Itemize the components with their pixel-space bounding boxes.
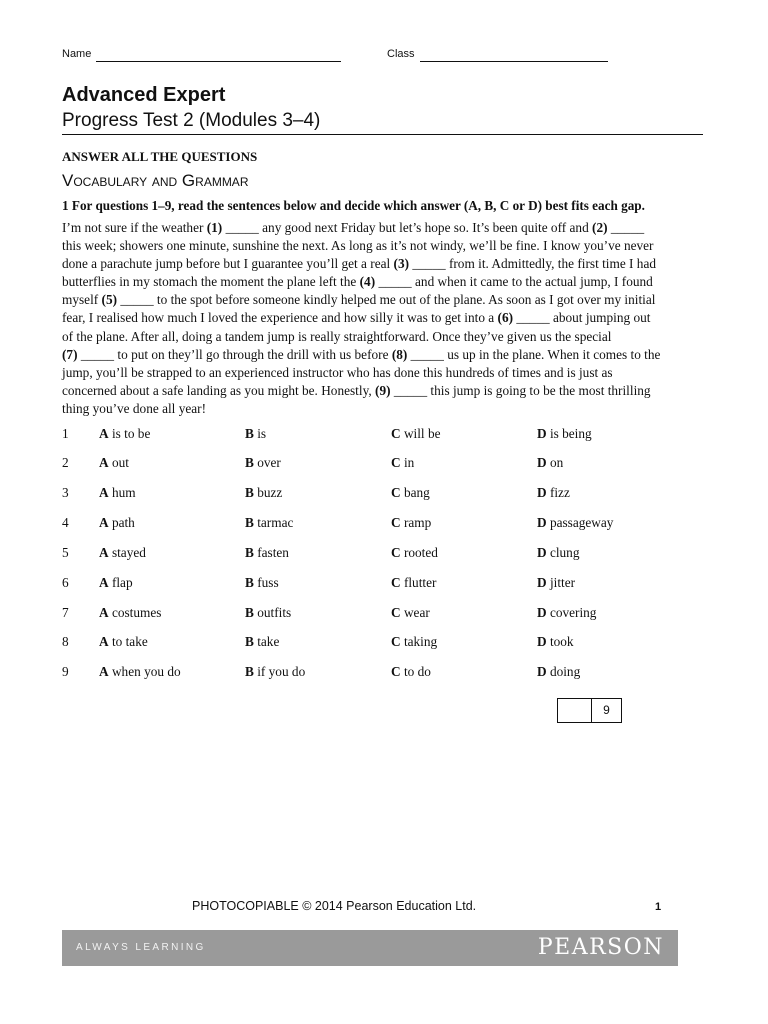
passage-text: thing you’ve done all year! [62,400,206,416]
option-letter: D [537,515,547,530]
passage-text: _____ this jump is going to be the most thrilling [390,382,651,398]
test-title: Progress Test 2 (Modules 3–4) [62,110,321,131]
option-letter: B [245,455,254,470]
option-a [99,575,133,591]
option-letter: B [245,664,254,679]
option-letter: C [391,575,401,590]
option-text: to do [403,664,431,679]
option-a [99,426,150,442]
passage-text: myself [62,292,102,308]
passage-line [62,346,712,364]
option-text: passageway [549,515,614,530]
option-letter: C [391,455,401,470]
option-a [99,455,129,471]
option-c [391,485,430,501]
student-info-row [62,48,622,66]
option-c [391,426,441,442]
option-text: costumes [111,605,162,620]
passage-line [62,400,712,418]
option-text: flap [111,575,133,590]
question-row [62,664,702,684]
option-letter: B [245,485,254,500]
option-text: fizz [549,485,570,500]
option-b [245,485,282,501]
question-row [62,545,702,565]
option-text: fuss [257,575,279,590]
option-text: over [257,455,281,470]
option-text: buzz [257,485,283,500]
passage-text: butterflies in my stomach the moment the plane left the [62,274,360,290]
option-d [537,545,579,561]
option-letter: B [245,634,254,649]
option-text: take [257,634,280,649]
option-letter: A [99,545,109,560]
copyright-notice: PHOTOCOPIABLE © 2014 Pearson Education Ltd. [192,899,477,913]
option-text: flutter [403,575,437,590]
option-b [245,634,279,650]
option-letter: D [537,545,547,560]
option-d [537,485,570,501]
option-letter: A [99,605,109,620]
gap-number: (9) [375,382,391,398]
name-line [96,61,341,62]
option-text: took [549,634,574,649]
option-c [391,455,414,471]
passage-text: _____ about jumping out [513,310,651,326]
passage-line [62,382,712,400]
option-text: doing [549,664,581,679]
option-letter: A [99,455,109,470]
question-number: 4 [62,515,69,530]
question-number: 1 [62,426,69,441]
page-number: 1 [655,901,662,913]
passage-line [62,219,712,237]
gap-number: (5) [101,292,118,308]
option-text: fasten [257,545,289,560]
option-letter: C [391,515,401,530]
passage-line [62,255,712,273]
question-row [62,605,702,625]
option-b [245,515,293,531]
question-row [62,575,702,595]
option-text: ramp [403,515,432,530]
option-text: wear [403,605,430,620]
option-letter: A [99,575,109,590]
option-a [99,515,135,531]
option-c [391,605,430,621]
option-letter: D [537,426,547,441]
passage-line [62,291,712,309]
banner-tagline: ALWAYS LEARNING [76,942,206,953]
option-text: taking [403,634,438,649]
passage-text: _____ us up in the plane. When it comes to the [407,346,661,362]
passage-line [62,328,712,346]
pearson-logo: PEARSON [537,935,664,960]
option-text: when you do [111,664,181,679]
option-c [391,664,431,680]
question-row [62,455,702,475]
option-c [391,545,438,561]
passage-text: I’m not sure if the weather [62,220,207,235]
option-letter: B [245,545,254,560]
passage-text: concerned about a safe landing as you might be. Honestly, [62,382,376,398]
option-text: in [403,455,415,470]
name-label: Name [62,48,92,60]
option-text: covering [549,605,597,620]
title-divider [62,134,703,135]
option-text: is being [549,426,592,441]
passage-line [62,309,712,327]
option-d [537,515,613,531]
section-heading: Vocabulary and Grammar [62,171,249,190]
gap-number: (2) [592,220,608,235]
option-letter: B [245,575,254,590]
option-text: rooted [403,545,438,560]
option-letter: B [245,515,254,530]
passage-line [62,364,712,382]
option-d [537,664,580,680]
option-letter: D [537,605,547,620]
gap-number: (4) [359,274,376,290]
option-letter: B [245,605,254,620]
option-letter: C [391,664,401,679]
option-text: to take [111,634,148,649]
option-letter: D [537,485,547,500]
question-number: 3 [62,485,69,500]
option-b [245,455,281,471]
option-a [99,664,181,680]
option-text: is [257,426,267,441]
gap-number: (8) [391,346,408,362]
question-row [62,634,702,654]
option-text: is to be [111,426,151,441]
gap-number: (7) [62,346,78,362]
option-b [245,575,279,591]
class-label: Class [387,48,415,60]
passage-text: _____ and when it came to the actual jump, I found [375,274,653,290]
option-letter: D [537,455,547,470]
option-letter: A [99,634,109,649]
score-total: 9 [603,703,610,717]
question-number: 8 [62,634,69,649]
passage-text: done a parachute jump before but I guarantee you’ll get a real [62,256,394,272]
option-text: will be [403,426,441,441]
passage-text: _____ to the spot before someone kindly helped me out of the plane. As soon as I got over my initial [117,292,656,308]
score-box [557,698,622,723]
footer-banner [62,930,678,966]
option-letter: C [391,485,401,500]
option-text: outfits [257,605,292,620]
book-title: Advanced Expert [62,84,226,106]
option-letter: C [391,634,401,649]
option-letter: A [99,664,109,679]
option-text: stayed [111,545,146,560]
option-a [99,605,161,621]
option-text: out [111,455,129,470]
option-d [537,426,592,442]
option-d [537,605,596,621]
answer-all-heading: ANSWER ALL THE QUESTIONS [62,149,258,164]
option-letter: D [537,575,547,590]
option-text: path [111,515,135,530]
question-number: 2 [62,455,69,470]
option-d [537,455,563,471]
reading-passage [62,219,712,418]
option-letter: C [391,426,401,441]
option-b [245,664,305,680]
option-letter: D [537,664,547,679]
passage-text: jump, you’ll be strapped to an experienced instructor who has done this hundreds of times and is just as [62,364,613,380]
option-text: on [549,455,564,470]
option-letter: A [99,426,109,441]
option-letter: C [391,545,401,560]
gap-number: (3) [393,256,410,272]
option-b [245,545,289,561]
option-c [391,575,436,591]
question-instruction: 1 For questions 1–9, read the sentences below and decide which answer (A, B, C or D) best fits each gap. [62,198,645,213]
option-text: clung [549,545,580,560]
gap-number: (6) [497,310,514,326]
option-c [391,634,437,650]
option-a [99,545,146,561]
passage-text: this week; showers one minute, sunshine the next. As long as it’s not windy, we’ll be fine. I know you’ve never [62,238,654,254]
gap-number: (1) [206,220,223,235]
passage-line [62,237,712,255]
question-number: 7 [62,605,69,620]
passage-text: _____ [607,220,645,235]
question-row [62,426,702,446]
passage-text: _____ any good next Friday but let’s hope so. It’s been quite off and [222,220,593,235]
option-letter: C [391,605,401,620]
question-number: 5 [62,545,69,560]
option-letter: A [99,515,109,530]
option-d [537,634,574,650]
option-d [537,575,575,591]
question-number: 9 [62,664,69,679]
question-row [62,485,702,505]
option-text: hum [111,485,136,500]
option-text: jitter [549,575,576,590]
class-line [420,61,608,62]
question-number: 6 [62,575,69,590]
option-text: tarmac [257,515,294,530]
option-b [245,605,291,621]
option-a [99,634,148,650]
option-letter: D [537,634,547,649]
passage-line [62,273,712,291]
passage-text: _____ from it. Admittedly, the first time I had [409,256,657,272]
passage-text: fear, I realised how much I loved the experience and how silly it was to get into a [62,310,498,326]
passage-text: _____ to put on they’ll go through the drill with us before [77,346,392,362]
option-b [245,426,266,442]
option-text: if you do [257,664,306,679]
option-text: bang [403,485,430,500]
option-letter: B [245,426,254,441]
option-a [99,485,136,501]
question-row [62,515,702,535]
passage-text: of the plane. After all, doing a tandem jump is really straightforward. Once they’ve given us the special [62,328,612,344]
option-letter: A [99,485,109,500]
option-c [391,515,431,531]
